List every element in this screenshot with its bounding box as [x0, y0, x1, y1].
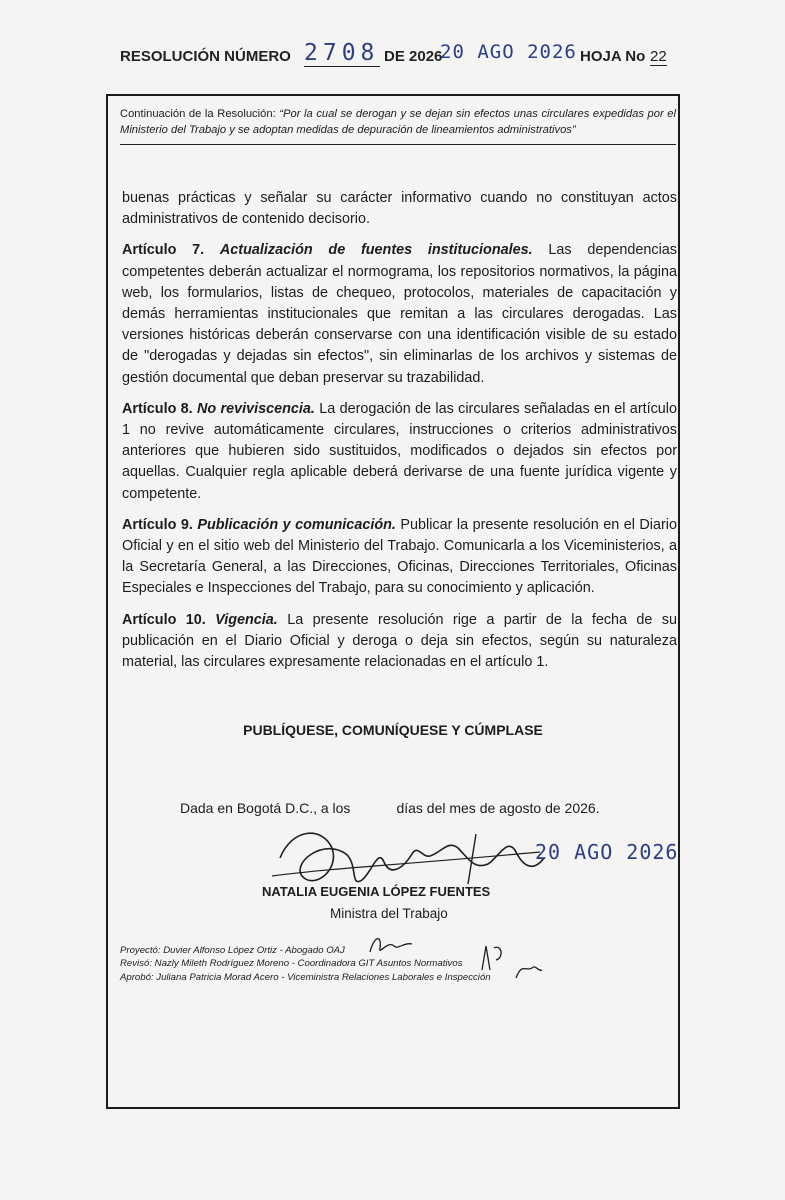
article-text: Publicar la presente resolución en el Diario Oficial y en el sitio web del Ministerio del Trabajo. Comunicarla a los Viceministerios, a la Secretaría General, a las Direcciones, Oficinas, Direcciones Territoriales, Oficinas Especiales e Inspecciones del Trabajo, para su conocimiento y aplicación. [122, 516, 677, 597]
given-before: Dada en Bogotá D.C., a los [180, 800, 351, 816]
signature-date-stamp: 20 AGO 2026 [535, 840, 679, 864]
article-head: Artículo 10. [122, 611, 206, 628]
sheet-number: 22 [650, 48, 667, 65]
continuation-lead: Continuación de la Resolución: [120, 108, 280, 120]
given-after: días del mes de agosto de 2026. [396, 800, 600, 816]
approval-line-projected: Proyectó: Duvier Alfonso López Ortiz - Abogado OAJ [120, 945, 345, 956]
signer-name: NATALIA EUGENIA LÓPEZ FUENTES [262, 884, 491, 899]
article-title: Vigencia. [215, 611, 278, 628]
article-title: No reviviscencia. [197, 400, 315, 417]
article-text: La presente resolución rige a partir de la fecha de su publicación en el Diario Oficial y deroga o deja sin efectos, según su naturaleza material, las circulares expresamente relacionadas en el artículo 1. [122, 611, 678, 671]
opening-paragraph: buenas prácticas y señalar su carácter informativo cuando no constituyan actos administrativos de contenido decisorio. [122, 190, 677, 228]
header-date-stamp: 20 AGO 2026 [440, 41, 577, 63]
approval-line-reviewed: Revisó: Nazly Mileth Rodríguez Moreno - Coordinadora GIT Asuntos Normativos [120, 958, 463, 970]
reviewer-initials-mark [366, 932, 416, 958]
resolution-year: DE 2026 [384, 48, 443, 65]
approver-initials-mark [476, 942, 546, 982]
sheet-label: HOJA No [580, 48, 646, 65]
given-in-line [180, 800, 660, 816]
resolution-label: RESOLUCIÓN NÚMERO [120, 48, 291, 65]
closing-formula: PUBLÍQUESE, COMUNÍQUESE Y CÚMPLASE [243, 722, 543, 738]
resolution-number-stamp: 2708 [304, 40, 380, 66]
article-head: Artículo 8. [122, 400, 193, 417]
continuation-note [120, 106, 676, 145]
article-8 [122, 399, 677, 505]
article-7 [122, 240, 677, 388]
approval-line-approved: Aprobó: Juliana Patricia Morad Acero - Viceministra Relaciones Laborales e Inspección [120, 971, 491, 983]
article-text: Las dependencias competentes deberán actualizar el normograma, los repositorios normativos, la página web, los formularios, listas de chequeo, protocolos, materiales de capacitación y demás herramientas institucionales que remitan a las circulares derogadas. Las versiones históricas deberán conservarse con una identificación visible de su estado de "derogadas y dejadas sin efectos", sin eliminarlas de los archivos y sistemas de gestión documental que deban preservar su trazabilidad. [122, 242, 677, 386]
continuation-quote: “Por la cual se derogan y se dejan sin efectos unas circulares expedidas por el Ministerio del Trabajo y se adoptan medidas de depuración de lineamientos administrativos” [120, 108, 676, 136]
article-title: Publicación y comunicación. [197, 516, 396, 533]
resolution-body [122, 188, 677, 683]
article-9 [122, 515, 677, 600]
article-text: La derogación de las circulares señaladas en el artículo 1 no revive automáticamente circulares, instrucciones o criterios administrativos anteriores que hubieren sido sustituidos, modificados o dejados sin efectos por aquellas. Cualquier regla aplicable deberá derivarse de una fuente jurídica vigente y competente. [122, 400, 678, 502]
article-head: Artículo 9. [122, 516, 193, 533]
signer-role: Ministra del Trabajo [330, 906, 448, 921]
article-title: Actualización de fuentes institucionales. [219, 242, 533, 259]
resolution-header [120, 36, 680, 72]
article-head: Artículo 7. [122, 242, 205, 259]
article-10 [122, 610, 677, 674]
